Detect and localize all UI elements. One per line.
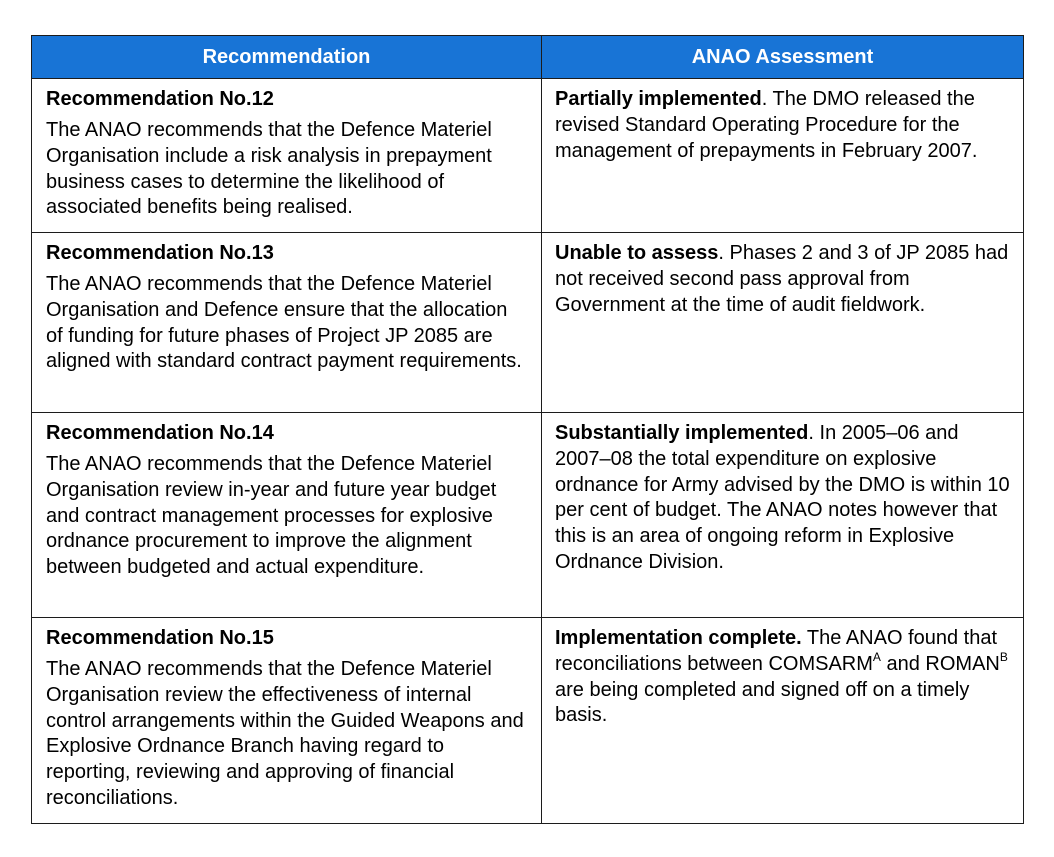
assessment-status: Unable to assess — [555, 242, 719, 264]
assessment-status: Substantially implemented — [555, 422, 809, 444]
assessment-detail: are being completed and signed off on a timely basis. — [555, 678, 970, 727]
recommendation-cell — [32, 618, 542, 824]
assessment-status: Implementation complete. — [555, 627, 802, 649]
column-header-recommendation: Recommendation — [32, 36, 542, 79]
assessment-status-suffix: . — [718, 242, 724, 264]
table-row — [32, 413, 1024, 618]
assessment-text — [555, 626, 1013, 729]
assessment-cell — [542, 413, 1024, 618]
recommendation-text: The ANAO recommends that the Defence Materiel Organisation review the effectiveness of internal control arrangements within the Guided Weapons and Explosive Ordnance Branch having regard to reporting, reviewing and approving of financial reconciliations. — [46, 658, 524, 809]
assessment-detail: The DMO released the revised Standard Operating Procedure for the management of prepayments in February 2007. — [555, 88, 978, 162]
assessment-detail: In 2005–06 and 2007–08 the total expenditure on explosive ordnance for Army advised by the DMO is within 10 per cent of budget. The ANAO notes however that this is an area of ongoing reform in Explosive Ordnance Division. — [555, 422, 1010, 573]
table-row — [32, 618, 1024, 824]
assessment-status-suffix: . — [808, 422, 814, 444]
assessment-detail: The ANAO found that reconciliations between COMSARM — [555, 627, 998, 675]
footnote-marker-a: A — [872, 649, 881, 664]
recommendation-cell — [32, 79, 542, 233]
assessment-status: Partially implemented — [555, 88, 762, 110]
recommendation-title: Recommendation No.15 — [46, 627, 274, 649]
assessment-text — [555, 87, 1013, 164]
recommendation-cell — [32, 413, 542, 618]
recommendation-text: The ANAO recommends that the Defence Materiel Organisation include a risk analysis in prepayment business cases to determine the likelihood of associated benefits being realised. — [46, 119, 492, 219]
recommendation-title: Recommendation No.14 — [46, 422, 274, 444]
recommendations-table — [31, 35, 1024, 824]
assessment-detail: Phases 2 and 3 of JP 2085 had not received second pass approval from Government at the time of audit fieldwork. — [555, 242, 1009, 316]
table-header-row — [32, 36, 1024, 79]
assessment-cell — [542, 233, 1024, 413]
assessment-text — [555, 421, 1013, 576]
recommendation-cell — [32, 233, 542, 413]
recommendation-text: The ANAO recommends that the Defence Materiel Organisation and Defence ensure that the allocation of funding for future phases of Project JP 2085 are aligned with standard contract payment requirements. — [46, 273, 522, 373]
assessment-cell — [542, 79, 1024, 233]
assessment-status-suffix: . — [761, 88, 768, 110]
recommendation-text: The ANAO recommends that the Defence Materiel Organisation review in-year and future year budget and contract management processes for explosive ordnance procurement to improve the alignment between budgeted and actual expenditure. — [46, 453, 497, 579]
recommendation-title: Recommendation No.13 — [46, 242, 274, 264]
table-row — [32, 233, 1024, 413]
recommendation-title: Recommendation No.12 — [46, 88, 274, 110]
assessment-text — [555, 241, 1013, 318]
column-header-assessment: ANAO Assessment — [542, 36, 1024, 79]
assessment-detail: and ROMAN — [880, 652, 1000, 675]
footnote-marker-b: B — [999, 649, 1008, 664]
assessment-cell — [542, 618, 1024, 824]
table-row — [32, 79, 1024, 233]
recommendations-table-container — [31, 35, 1023, 824]
